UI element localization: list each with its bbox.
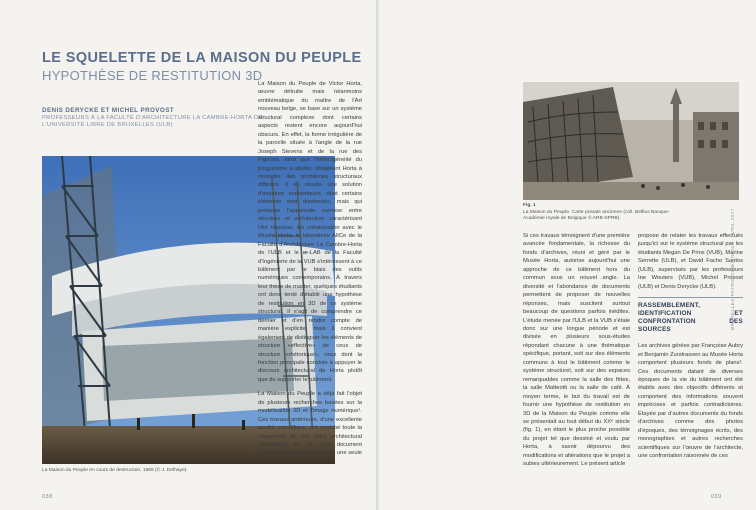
paragraph-archives: Les archives gérées par Françoise Aubry et Benjamin Zurstrassen au Musée Horta comportent plusieurs fonds de plans². Ces documents datant de diverses époques de la vie du bâtiment ont été établis avec des objectifs différents et comportent des informations souvent imprécises et parfois contradictoires. Étayée par d'autres documents du fonds d'archives comme des photos d'époques, des témoignages écrits, des monographies et autres recherches scientifiques sur l'œuvre de l'architecte, une confrontation raisonnée de ces bbox=[638, 343, 743, 460]
right-page bbox=[379, 0, 756, 510]
article-subtitle: HYPOTHÈSE DE RESTITUTION 3D bbox=[42, 68, 263, 83]
page-number-left: 038 bbox=[42, 494, 53, 500]
postcard-image bbox=[523, 82, 739, 200]
author-names: DENIS DERYCKE ET MICHEL PROVOST bbox=[42, 107, 175, 114]
paragraph-research: La Maison du Peuple a déjà fait l'objet de plusieurs recherches basées sur la modélisation 3D et l'image numérique¹. Ces travaux antérieurs, d'une excellente qualité scientifique, ont englobé toute la complexité de cet objet architectural sophistiqué en un seul document numérique tridimensionnel, en une seule étude. bbox=[258, 391, 362, 465]
left-text-column bbox=[258, 80, 362, 472]
paragraph-intro: La Maison du Peuple de Victor Horta, œuvre détruite mais néanmoins emblématique du maître de l'Art nouveau belge, se base sur un système structural complexe dont certains aspects restent encore aujourd'hui obscurs. En effet, la forme irrégulière de la parcelle située à l'angle de la rue Joseph Stevens et de la rue des Pigeons, ainsi que l'hétérogénéité du programme à abriter, obligèrent Horta à résoudre des problèmes structuraux difficiles. Il en résulte une solution d'assature sophistiquée, dont certains éléments sont dissimulés, mais qui préserve l'apparente osmose entre structure et architecture caractérisant l'Art nouveau. En collaboration avec le Musée Horta, le laboratoire AlICe de la Faculté d'Architecture La Cambre-Horta de l'ULB et le æ-LAB de la Faculté d'Ingénierie de la VUB s'intéressent à ce bâtiment par le biais des outils numériques contemporains. À travers leur thèse de master, quelques étudiants ont donc tenté d'établir une hypothèse de restitution en 3D de ce système structural. Il s'agit de comprendre ce dernier et d'en rendre compte de manière explicite, mais il convient également de distinguer les éléments de structure «effective» de ceux de structure «rhétorique», ceux dont la fonction principale consiste à appuyer le discours architectural de Horta plutôt que de supporter le bâtiment. bbox=[258, 81, 362, 383]
page-number-right: 039 bbox=[711, 494, 722, 500]
figure-caption: La Maison du Peuple. Carte postale ancienne (coll. Belfius Banque-Académie royale de Belgique © ARB-SPRB). bbox=[523, 210, 670, 222]
left-page bbox=[0, 0, 377, 510]
paragraph-study: Si ces travaux témoignent d'une première avancée fondamentale, la richesse du fonds d'archives, réuni et géré par le Musée Horta, autorise aujourd'hui une approche de ce bâtiment hors du commun sous un nouvel angle. La diversité et l'abondance de documents permettent de proposer de nouvelles réponses, mais suscitent surtout beaucoup de questions parfois inédites. L'étude menée par l'ULB et la VUB s'étale donc sur une longue période et est divisée en plusieurs sous-études répondant chacune à une thématique spécifique, portant, soit sur des éléments communs à tout le bâtiment comme le système structurel, soit sur des espaces remarquables comme la salle des fêtes, la salle Matteotti ou la salle de café. À moyen terme, le but du travail est de fournir une hypothèse de restitution en 3D de la Maison du Peuple comme elle se présentait au tout début du XXᵉ siècle (fig. 1), en étant le plus proche possible du projet tel que dessiné et voulu par Horta, à savoir dépourvu des modifications et altérations que le projet a subies ultérieurement. Le présent article bbox=[523, 233, 630, 468]
right-text-column-2 bbox=[638, 232, 743, 467]
right-text-column-1 bbox=[523, 232, 630, 475]
article-title: LE SQUELETTE DE LA MAISON DU PEUPLE bbox=[42, 50, 362, 66]
section-heading: RASSEMBLEMENT, IDENTIFICATION ET CONFRONTATION DES SOURCES bbox=[638, 297, 743, 334]
author-affiliation: PROFESSEURS À LA FACULTÉ D'ARCHITECTURE LA CAMBRE-HORTA DE L'UNIVERSITÉ LIBRE DE BRUXELLES (ULB) bbox=[42, 115, 263, 129]
postcard-illustration bbox=[523, 82, 739, 200]
figure-label: Fig. 1 bbox=[523, 203, 536, 208]
photo-caption: La Maison du Peuple en cours de destruction, 1965 (© J. Delhaye). bbox=[42, 468, 188, 473]
magazine-vertical-label: BRUXELLES PATRIMOINES N°023 - AVRIL 2017 bbox=[731, 208, 736, 330]
paragraph-students: propose de relater les travaux effectués jusqu'ici sur le système structural par les étudiants Megan De Prins (VUB), Marine Serrette (ULB), et David Facho Santos (ULB), supervisés par les professeurs Ine Wouters (VUB), Michel Provost (ULB) et Denis Derycke (ULB). bbox=[638, 233, 743, 290]
